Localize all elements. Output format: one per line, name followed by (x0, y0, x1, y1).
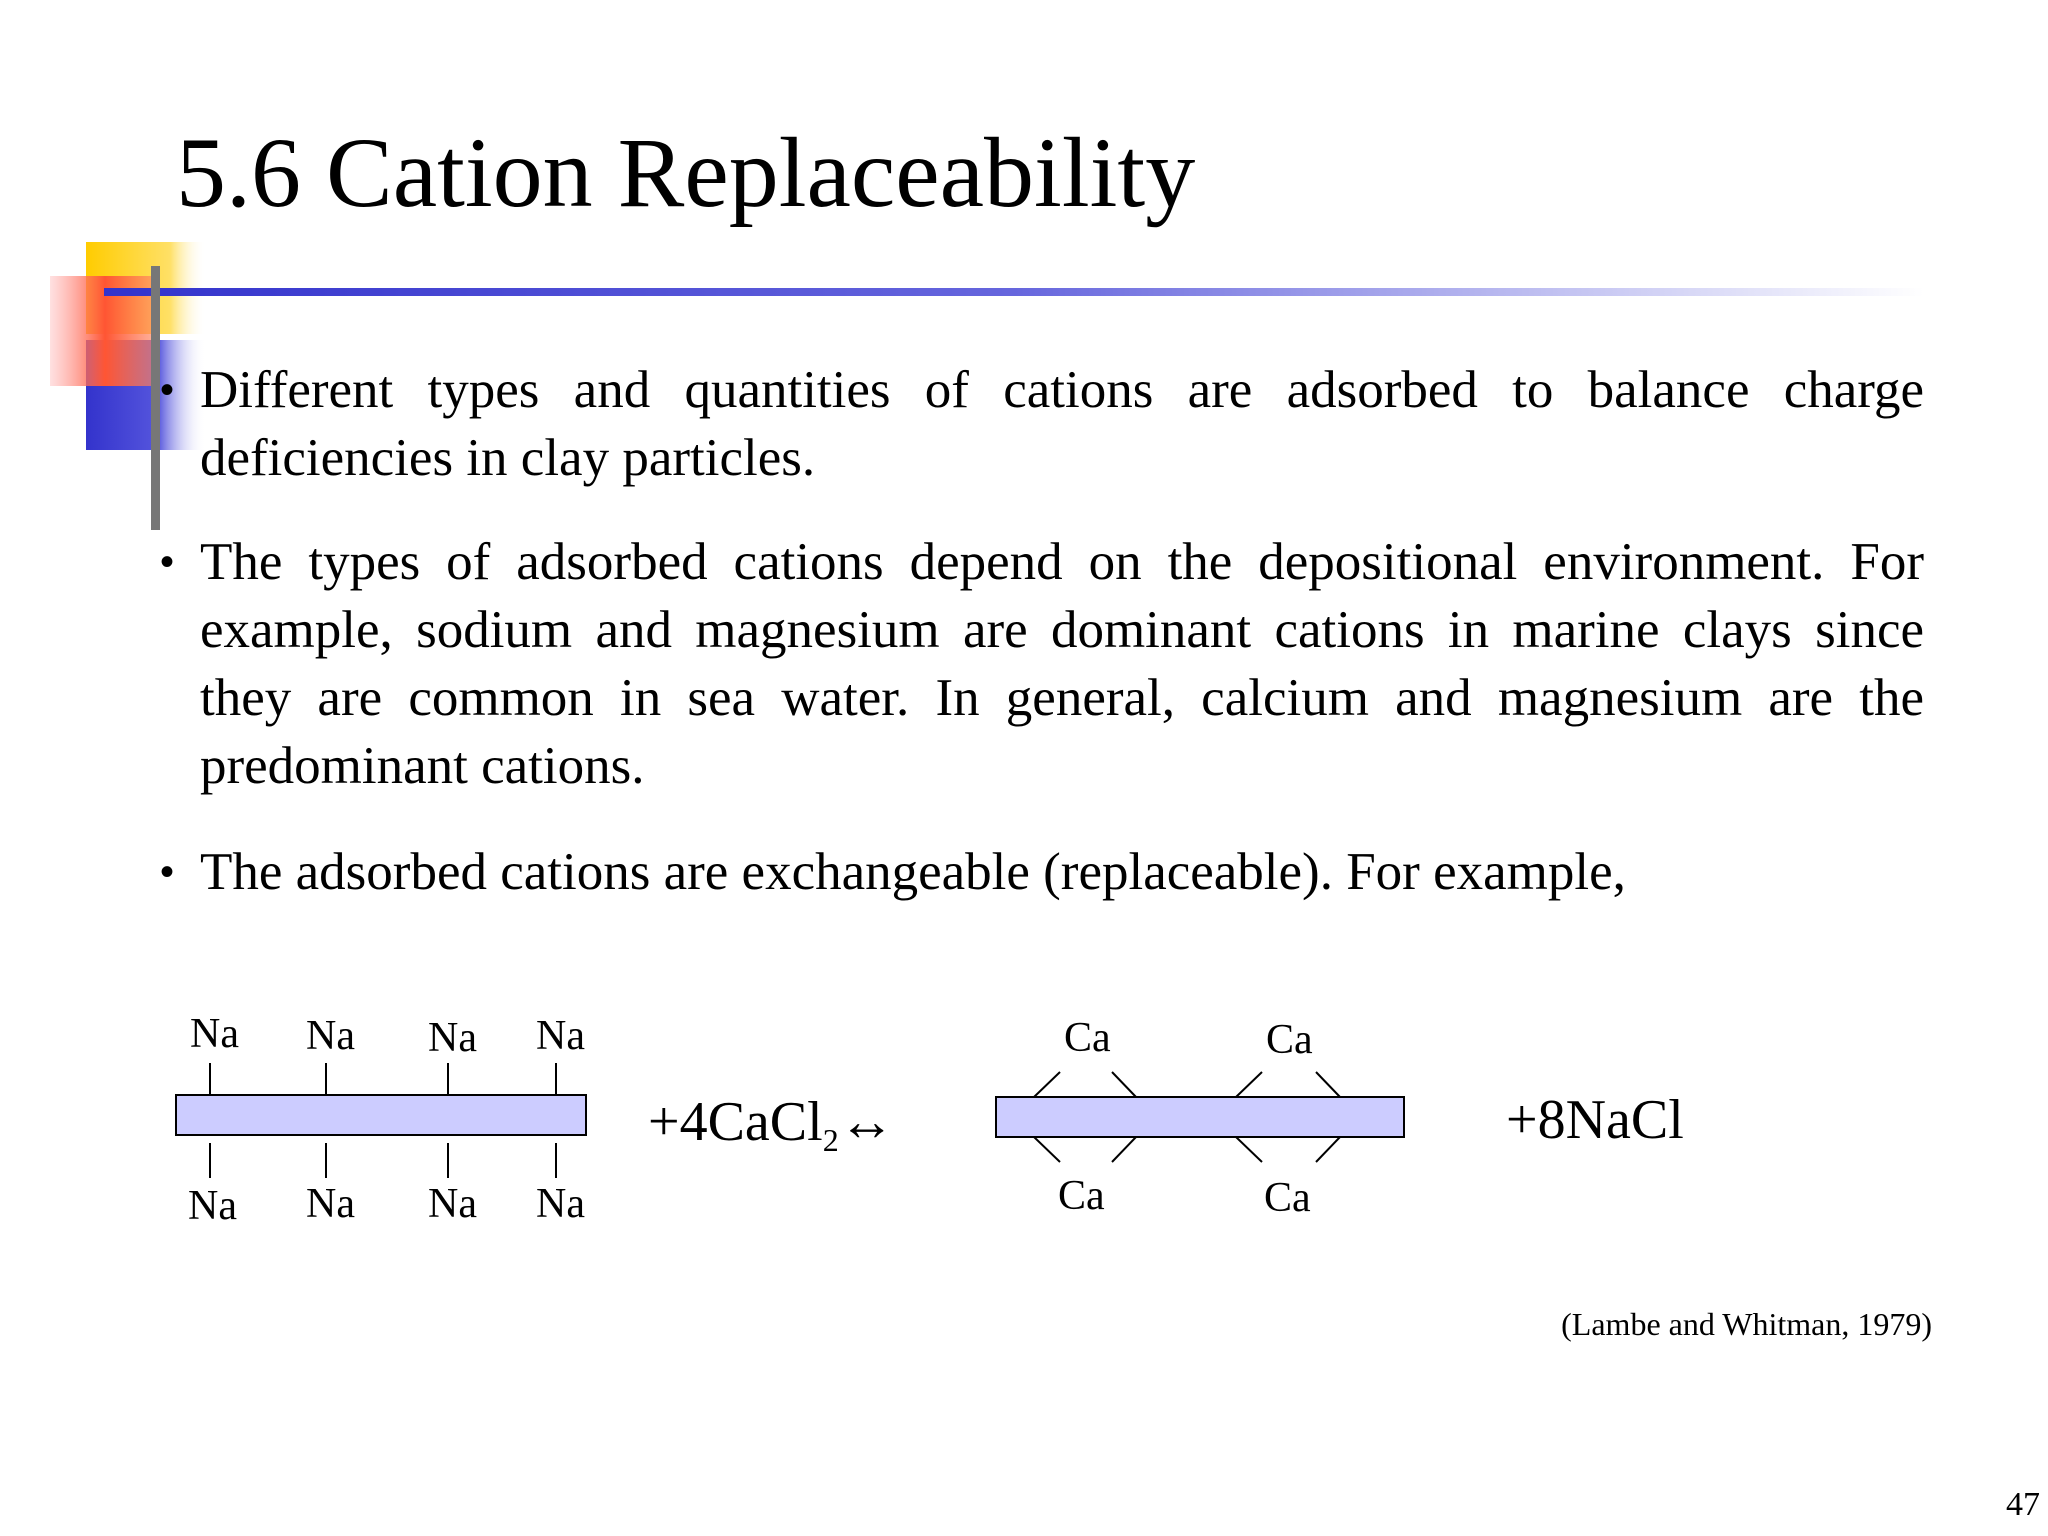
na-bottom-label: Na (306, 1181, 355, 1227)
bullet-2-text: The types of adsorbed cations depend on the depositional environment. For example, sodium and magnesium are dominant cations in marine clays since they are common in sea water. In general, calcium and magnesium are the predominant cations. (200, 533, 1924, 795)
na-bottom-label: Na (536, 1181, 585, 1227)
na-bottom-label: Na (188, 1183, 237, 1229)
bullet-1-text: Different types and quantities of cations are adsorbed to balance charge deficiencies in clay particles. (200, 361, 1924, 487)
na-top-label: Na (306, 1013, 355, 1059)
reversible-arrow: ↔ (838, 1091, 895, 1153)
na-particle-bar (176, 1095, 586, 1135)
bullet-3 (160, 838, 1924, 906)
deco-vertical-line (151, 266, 160, 530)
bullet-1 (160, 356, 1924, 492)
ca-top-label: Ca (1064, 1015, 1111, 1061)
ca-bottom-label: Ca (1264, 1175, 1311, 1221)
reaction-diagram (0, 1000, 2048, 1260)
ca-top-label: Ca (1266, 1017, 1313, 1063)
bullet-3-text: The adsorbed cations are exchangeable (replaceable). For example, (200, 843, 1626, 901)
na-top-label: Na (428, 1015, 477, 1061)
ca-clay-particle (900, 1000, 1480, 1260)
na-top-label: Na (190, 1011, 239, 1057)
bullet-dot: • (160, 850, 175, 894)
deco-horizontal-line (104, 288, 1924, 296)
bullet-dot: • (160, 368, 175, 412)
citation: (Lambe and Whitman, 1979) (1561, 1306, 1932, 1342)
product-term: +8NaCl (1506, 1089, 1684, 1151)
ca-bottom-label: Ca (1058, 1173, 1105, 1219)
na-top-label: Na (536, 1013, 585, 1059)
page-number: 47 (2006, 1486, 2040, 1523)
reactant-text: +4CaCl (648, 1091, 823, 1153)
na-bottom-label: Na (428, 1181, 477, 1227)
ca-particle-bar (996, 1097, 1404, 1137)
bullet-dot: • (160, 540, 175, 584)
reactant-subscript: 2 (822, 1122, 839, 1159)
bullet-2 (160, 528, 1924, 800)
slide-title: 5.6 Cation Replaceability (176, 117, 1196, 228)
reactant-term (648, 1090, 895, 1172)
